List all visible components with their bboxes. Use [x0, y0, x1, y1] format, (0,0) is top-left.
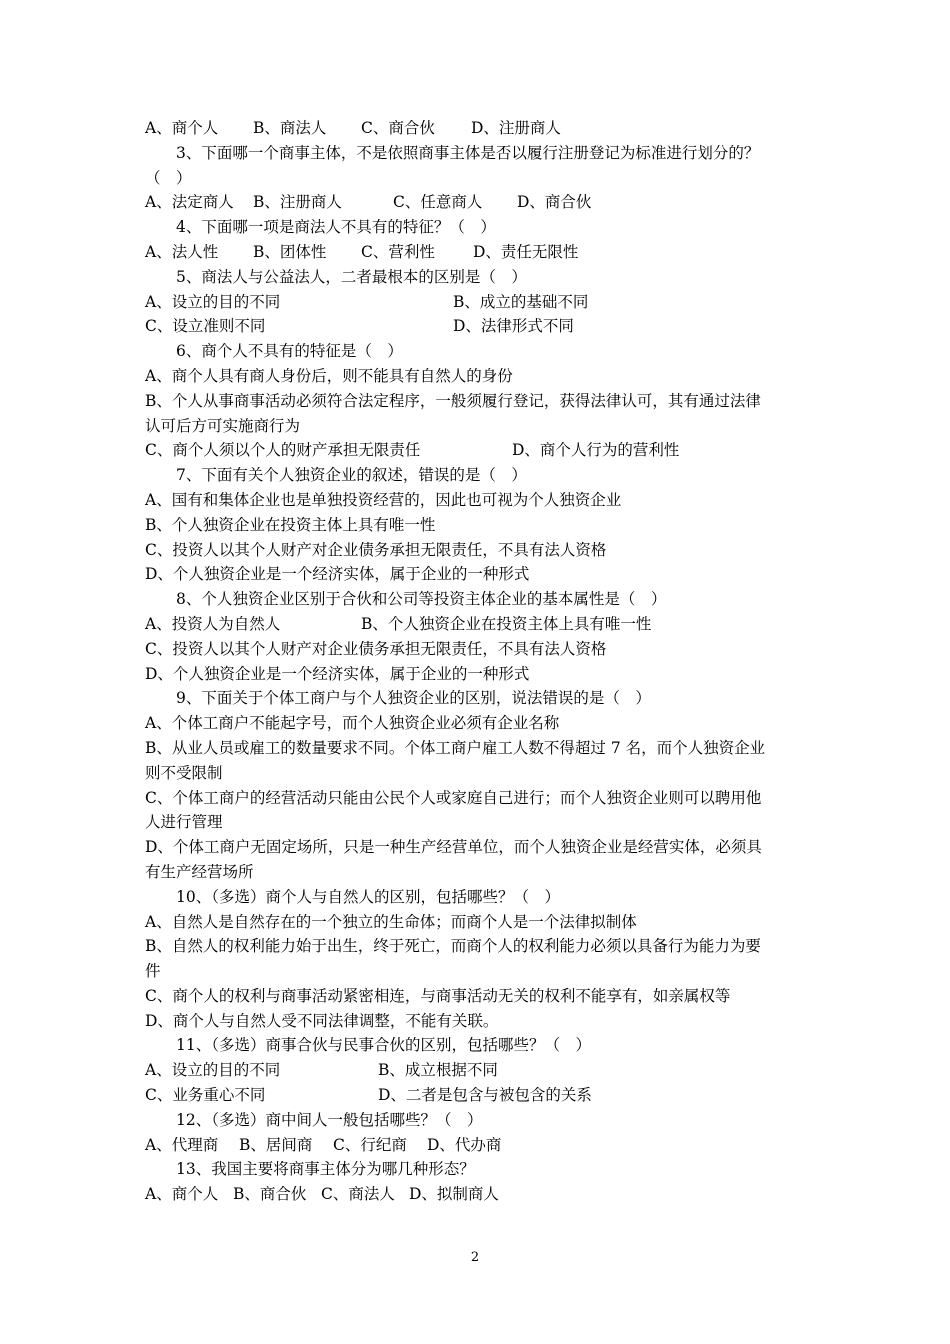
text-line: C、商个人的权利与商事活动紧密相连，与商事活动无关的权利不能享有，如亲属权等: [145, 986, 731, 1005]
text-line: A、个体工商户不能起字号，而个人独资企业必须有企业名称: [145, 714, 560, 733]
option-item: A、商个人: [145, 119, 219, 137]
option-item: B、个人独资企业在投资主体上具有唯一性: [361, 614, 652, 633]
question-stem: 4、下面哪一项是商法人不具有的特征？（ ）: [176, 218, 496, 237]
option-item: C、营利性: [361, 242, 435, 261]
option-row: [145, 1133, 815, 1158]
text-line: 有生产经营场所: [145, 862, 254, 881]
text-line: D、商个人与自然人受不同法律调整，不能有关联。: [145, 1011, 499, 1030]
option-item: C、设立准则不同: [145, 317, 266, 336]
text-line: C、投资人以其个人财产对企业债务承担无限责任，不具有法人资格: [145, 540, 607, 559]
option-item: A、法定商人: [145, 193, 234, 212]
option-item: C、行纪商: [333, 1135, 407, 1154]
option-item: D、注册商人: [471, 119, 561, 137]
option-row: [145, 1058, 815, 1083]
option-item: A、代理商: [145, 1135, 219, 1154]
question-list: [145, 116, 815, 1207]
option-item: A、商个人: [145, 1185, 219, 1204]
option-item: B、成立的基础不同: [453, 292, 589, 311]
text-line: B、从业人员或雇工的数量要求不同。个体工商户雇工人数不得超过 7 名，而个人独资企业: [145, 738, 766, 757]
option-item: B、商合伙: [233, 1185, 307, 1204]
text-line: D、个人独资企业是一个经济实体，属于企业的一种形式: [145, 664, 530, 683]
option-item: D、代办商: [427, 1135, 502, 1154]
question-stem: 9、下面关于个体工商户与个人独资企业的区别，说法错误的是（ ）: [176, 689, 651, 708]
option-item: B、团体性: [253, 242, 327, 261]
question-stem: 8、个人独资企业区别于合伙和公司等投资主体企业的基本属性是（ ）: [176, 590, 667, 609]
option-row: [145, 314, 815, 339]
option-item: B、成立根据不同: [378, 1061, 498, 1080]
option-row: [145, 612, 815, 637]
text-line: 件: [145, 962, 161, 981]
option-row: [145, 1083, 815, 1108]
option-item: C、任意商人: [393, 193, 483, 212]
option-item: B、居间商: [239, 1135, 313, 1154]
option-item: D、拟制商人: [409, 1185, 499, 1204]
option-item: D、责任无限性: [473, 242, 579, 261]
question-stem: 7、下面有关个人独资企业的叙述，错误的是（ ）: [176, 466, 527, 485]
text-line: A、国有和集体企业也是单独投资经营的，因此也可视为个人独资企业: [145, 490, 622, 509]
option-item: C、商个人须以个人的财产承担无限责任: [145, 441, 421, 460]
text-line: C、投资人以其个人财产对企业债务承担无限责任，不具有法人资格: [145, 639, 607, 658]
option-row: [145, 438, 815, 463]
text-line: 认可后方可实施商行为: [145, 416, 301, 435]
question-stem: 11、（多选）商事合伙与民事合伙的区别，包括哪些？（ ）: [176, 1036, 591, 1055]
option-row: [145, 1182, 815, 1207]
option-item: D、商个人行为的营利性: [512, 441, 680, 460]
option-item: A、设立的目的不同: [145, 1061, 281, 1080]
option-row: [145, 190, 815, 215]
option-item: D、法律形式不同: [453, 317, 574, 336]
question-stem: 13、我国主要将商事主体分为哪几种形态？: [176, 1160, 475, 1179]
text-line: D、个体工商户无固定场所，只是一种生产经营单位，而个人独资企业是经营实体，必须具: [145, 838, 762, 857]
question-stem: 5、商法人与公益法人，二者最根本的区别是（ ）: [176, 267, 527, 286]
option-item: A、法人性: [145, 242, 219, 261]
text-line: A、自然人是自然存在的一个独立的生命体；而商个人是一个法律拟制体: [145, 912, 637, 931]
text-line: B、自然人的权利能力始于出生，终于死亡，而商个人的权利能力必须以具备行为能力为要: [145, 937, 761, 956]
option-row: [145, 290, 815, 315]
page-number: 2: [470, 1250, 480, 1265]
option-item: A、投资人为自然人: [145, 614, 281, 633]
text-line: A、商个人具有商人身份后，则不能具有自然人的身份: [145, 366, 513, 385]
question-stem: 3、下面哪一个商事主体，不是依照商事主体是否以履行注册登记为标准进行划分的？: [176, 143, 760, 162]
text-line: （ ）: [145, 168, 192, 187]
option-item: C、商法人: [321, 1185, 395, 1204]
text-line: B、个人从事商事活动必须符合法定程序，一般须履行登记，获得法律认可，其有通过法律: [145, 391, 761, 410]
text-line: 人进行管理: [145, 813, 223, 832]
option-item: D、二者是包含与被包含的关系: [378, 1086, 592, 1105]
option-row: [145, 240, 815, 265]
option-row: [145, 116, 815, 141]
question-stem: 6、商个人不具有的特征是（ ）: [176, 342, 403, 361]
option-item: C、商合伙: [361, 119, 435, 137]
text-line: C、个体工商户的经营活动只能由公民个人或家庭自己进行；而个人独资企业则可以聘用他: [145, 788, 762, 807]
option-item: A、设立的目的不同: [145, 292, 281, 311]
option-item: D、商合伙: [517, 193, 592, 212]
text-line: B、个人独资企业在投资主体上具有唯一性: [145, 515, 436, 534]
option-item: B、注册商人: [253, 193, 342, 212]
text-line: D、个人独资企业是一个经济实体，属于企业的一种形式: [145, 565, 530, 584]
option-item: C、业务重心不同: [145, 1086, 266, 1105]
option-item: B、商法人: [253, 119, 327, 137]
question-stem: 10、（多选）商个人与自然人的区别，包括哪些？（ ）: [176, 887, 560, 906]
text-line: 则不受限制: [145, 763, 223, 782]
question-stem: 12、（多选）商中间人一般包括哪些？（ ）: [176, 1110, 483, 1129]
